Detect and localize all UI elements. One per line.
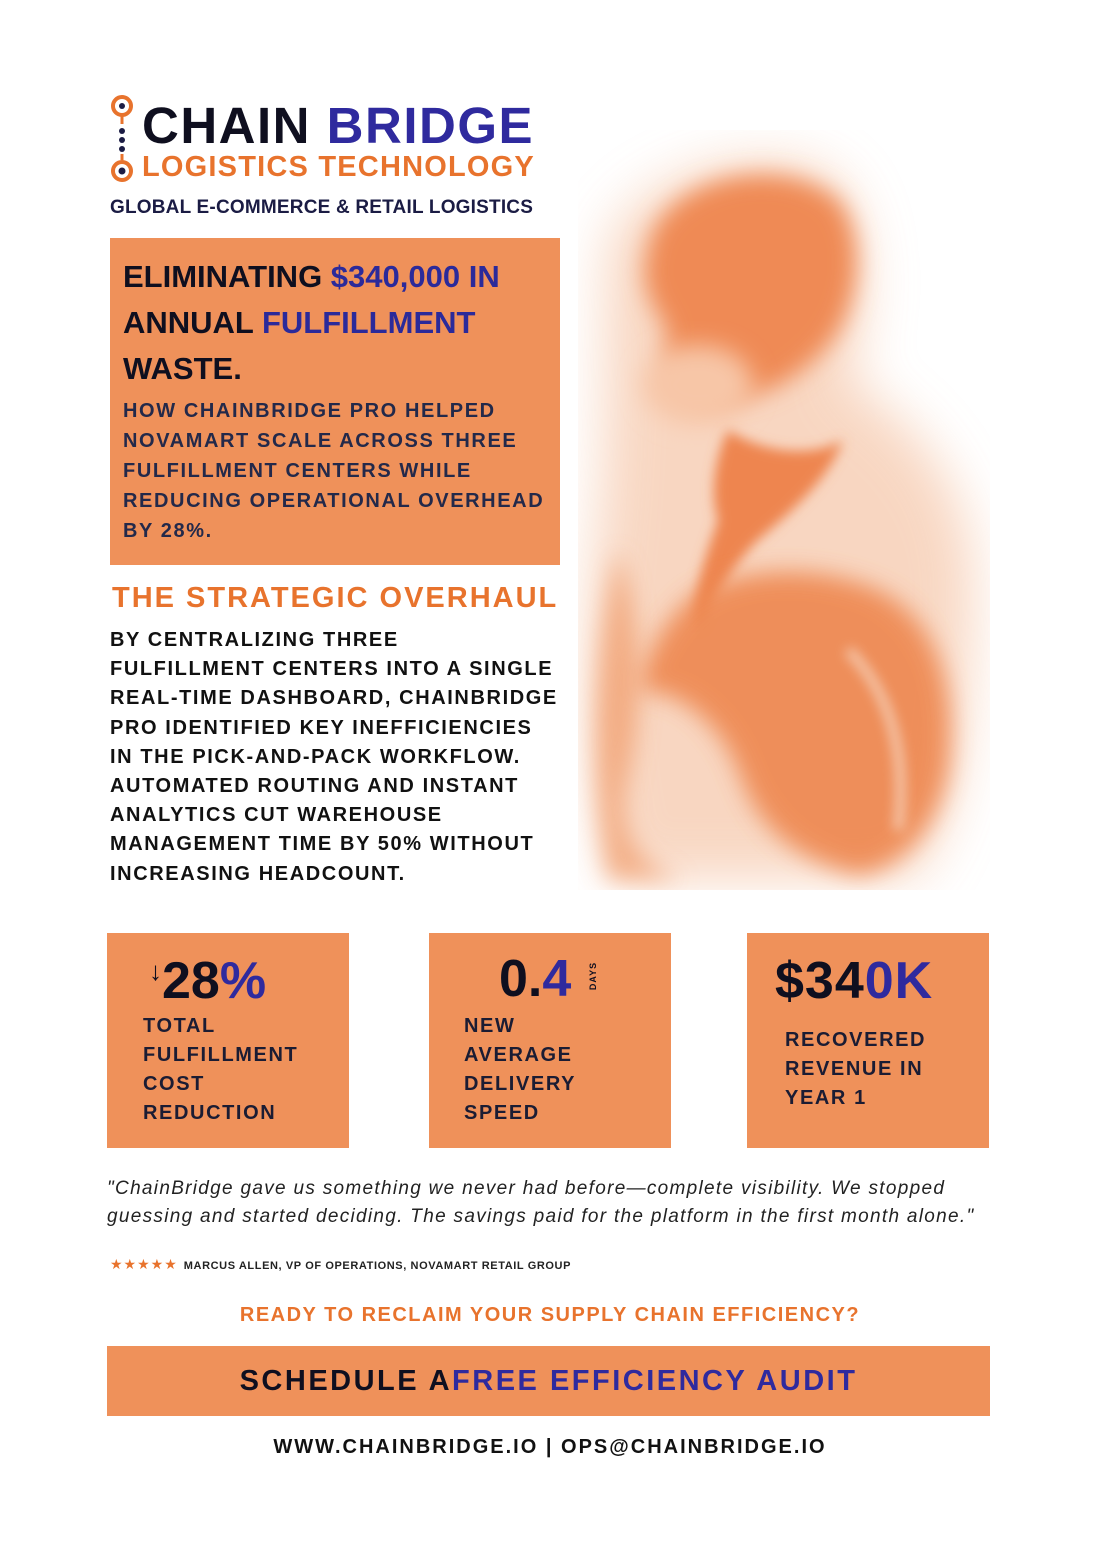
website-link[interactable]: WWW.CHAINBRIDGE.IO bbox=[273, 1436, 539, 1458]
stat-value-part1: 28 bbox=[162, 952, 220, 1010]
stat-label: TOTAL FULFILLMENT COST REDUCTION bbox=[143, 1015, 299, 1124]
stat-label: NEW AVERAGE DELIVERY SPEED bbox=[464, 1015, 576, 1124]
brand-name-part2: BRIDGE bbox=[326, 97, 535, 154]
testimonial-attribution-row bbox=[110, 1256, 571, 1273]
cta-lead: READY TO RECLAIM YOUR SUPPLY CHAIN EFFICIENCY? bbox=[239, 1304, 861, 1326]
brand-subtitle: LOGISTICS TECHNOLOGY bbox=[142, 151, 535, 183]
star-rating-icon: ★★★★★ bbox=[110, 1256, 178, 1272]
headline-subhead: HOW CHAINBRIDGE PRO HELPED NOVAMART SCALE ACROSS THREE FULFILLMENT CENTERS WHILE REDUCING OPERATIONAL OVERHEAD BY 28%. bbox=[123, 400, 545, 542]
brand-tagline: GLOBAL E-COMMERCE & RETAIL LOGISTICS bbox=[110, 197, 534, 218]
headline-part3: ANNUAL bbox=[123, 305, 262, 340]
section-body: BY CENTRALIZING THREE FULFILLMENT CENTERS INTO A SINGLE REAL-TIME DASHBOARD, CHAINBRIDGE PRO IDENTIFIED KEY INEFFICIENCIES IN THE PICK-AND-PACK WORKFLOW. AUTOMATED ROUTING AND INSTANT ANALYTICS CUT WAREHOUSE MANAGEMENT TIME BY 50% WITHOUT INCREASING HEADCOUNT. bbox=[110, 629, 558, 885]
stat-value-part2: % bbox=[219, 952, 267, 1010]
stat-unit-wrap bbox=[589, 961, 605, 997]
headline-part1: ELIMINATING bbox=[123, 259, 331, 294]
stat-value-part2: 0K bbox=[864, 952, 934, 1010]
stat-value bbox=[499, 950, 572, 1008]
brand-name bbox=[142, 98, 534, 154]
stat-card-delivery-speed bbox=[429, 933, 671, 1148]
stat-label: RECOVERED REVENUE IN YEAR 1 bbox=[785, 1029, 927, 1109]
cta-button-part1: SCHEDULE A bbox=[239, 1364, 453, 1397]
stat-value-part1: $34 bbox=[775, 952, 865, 1010]
headline-part5: WASTE. bbox=[123, 351, 242, 386]
stat-value-part2: 4 bbox=[542, 950, 572, 1008]
brand-name-part1: CHAIN bbox=[142, 97, 311, 154]
contact-separator: | bbox=[545, 1436, 554, 1458]
stat-value bbox=[775, 952, 934, 1010]
stat-card-cost-reduction bbox=[107, 933, 349, 1148]
cta-button-part2: FREE EFFICIENCY AUDIT bbox=[452, 1364, 858, 1397]
headline bbox=[123, 254, 558, 392]
email-link[interactable]: OPS@CHAINBRIDGE.IO bbox=[561, 1436, 827, 1458]
testimonial-quote: "ChainBridge gave us something we never had before—complete visibility. We stopped guessing and started deciding. The savings paid for the platform in the first month alone." bbox=[107, 1178, 975, 1227]
headline-part4: FULFILLMENT bbox=[261, 305, 476, 340]
chain-link-logo-icon bbox=[108, 94, 138, 186]
stat-value bbox=[149, 952, 267, 1010]
headline-part2: $340,000 IN bbox=[330, 259, 500, 294]
section-title: THE STRATEGIC OVERHAUL bbox=[112, 582, 559, 614]
testimonial-attribution: MARCUS ALLEN, VP OF OPERATIONS, NOVAMART RETAIL GROUP bbox=[183, 1260, 572, 1272]
contact-line bbox=[0, 1436, 1100, 1459]
stat-card-recovered-revenue bbox=[747, 933, 989, 1148]
arrow-down-icon: ↓ bbox=[149, 956, 162, 986]
schedule-audit-button[interactable] bbox=[107, 1346, 990, 1416]
stat-unit: DAYS bbox=[588, 961, 599, 991]
person-silhouette-illustration bbox=[578, 130, 990, 890]
stat-value-part1: 0. bbox=[499, 950, 543, 1008]
